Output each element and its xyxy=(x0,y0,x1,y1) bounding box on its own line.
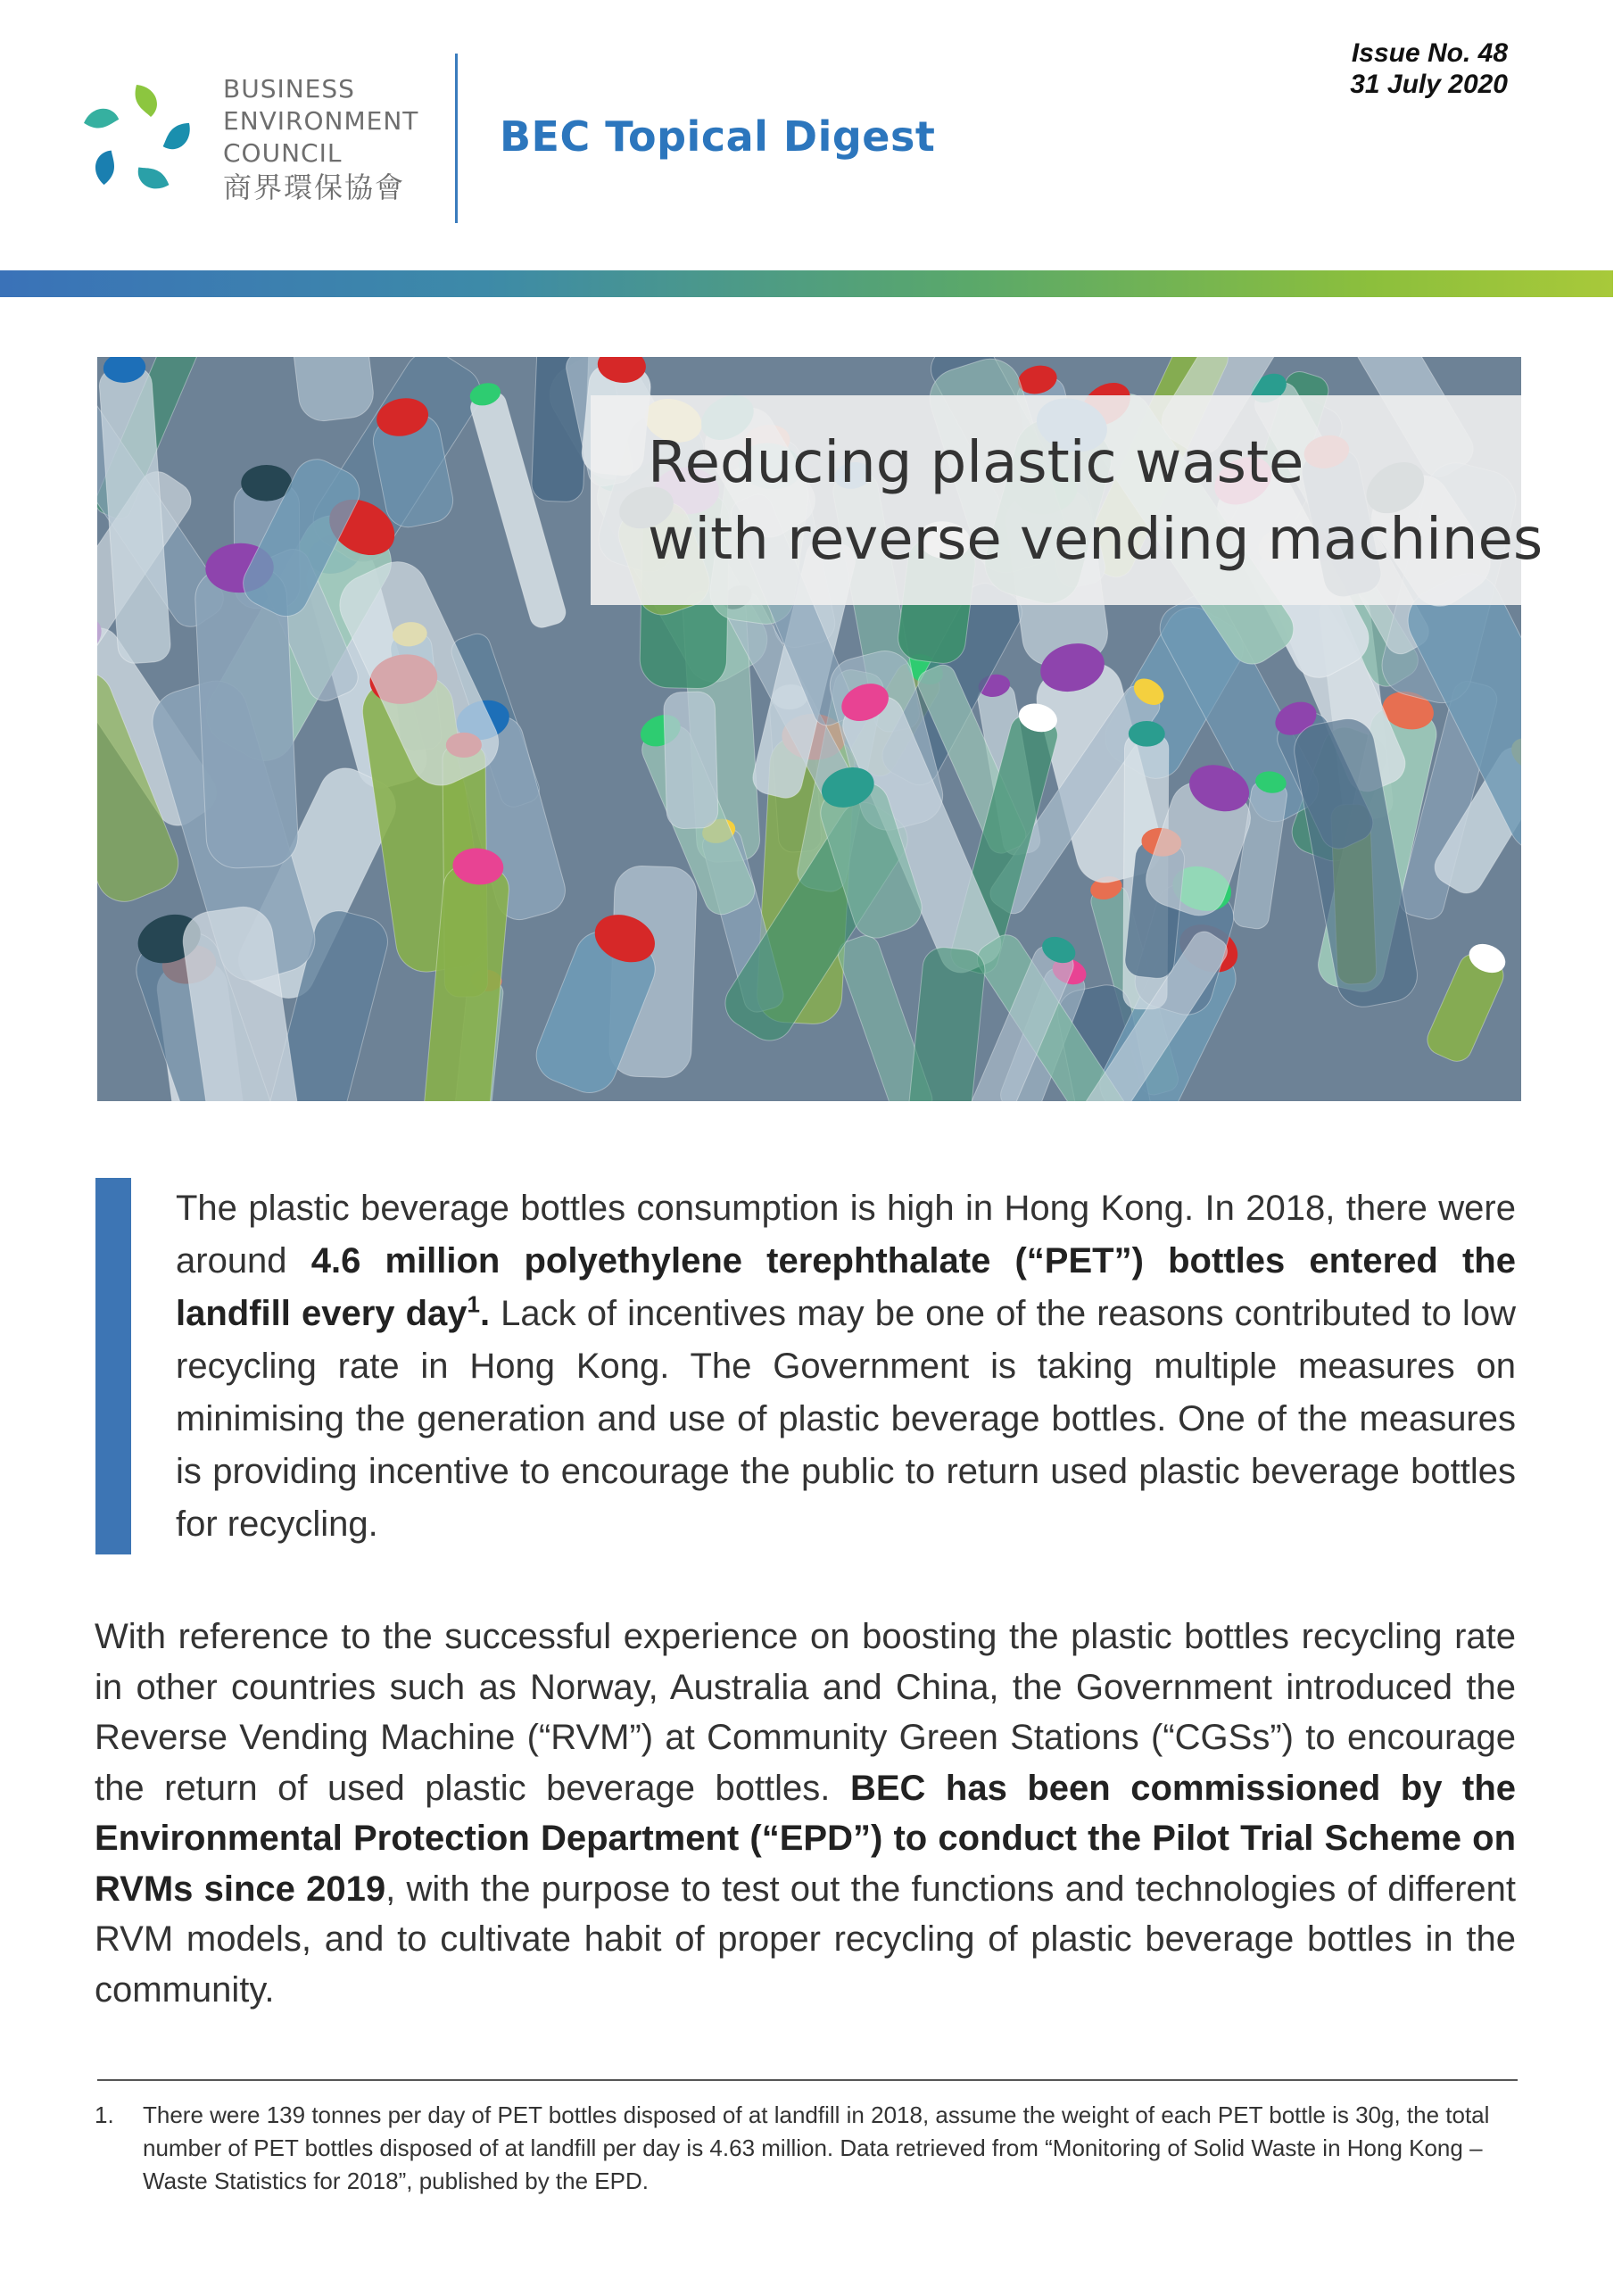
header-divider xyxy=(455,54,458,223)
second-bold-1: BEC has been commissioned by the Environmental Protection Department (“EPD”) to conduct the Pilot Trial Scheme on RVMs since 2019 xyxy=(95,1768,1516,1909)
issue-date: 31 July 2020 xyxy=(1350,70,1508,99)
bottle-shape xyxy=(1422,937,1513,1066)
intro-bold-2: . xyxy=(479,1294,491,1333)
org-name-line-1: BUSINESS xyxy=(223,74,355,104)
second-text-1: With reference to the successful experience on boosting the plastic bottles recycling rate in other countries such as Norway, Australia and China, the Government introduced the Reverse Vending Machine (“RVM”) at Community Green Stations (“CGSs”) to encourage the return of used plastic beverage bottles. xyxy=(95,1617,1516,1808)
quote-bar xyxy=(95,1178,131,1554)
hero-title-line-1: Reducing plastic waste xyxy=(648,430,1304,496)
intro-text-1: The plastic beverage bottles consumption is high in Hong Kong. In 2018, there were around xyxy=(176,1189,1516,1281)
issue-info xyxy=(1350,37,1508,100)
footnote-text: There were 139 tonnes per day of PET bottles disposed of at landfill in 2018, assume the weight of each PET bottle is 30g, the total number of PET bottles disposed of at landfill per day is 4.63 million. Data retrieved from “Monitoring of Solid Waste in Hong Kong – Waste Statistics for 2018”, published by the EPD. xyxy=(143,2101,1490,2194)
issue-number: Issue No. 48 xyxy=(1351,38,1508,68)
digest-title: BEC Topical Digest xyxy=(500,112,936,161)
intro-text-2: Lack of incentives may be one of the reasons contributed to low recycling rate in Hong Kong. The Government is taking multiple measures on minimising the generation and use of plastic beverage bottles. One of the measures is providing incentive to encourage the public to return used plastic beverage bottles for recycling. xyxy=(176,1294,1517,1544)
org-name-line-2: ENVIRONMENT xyxy=(223,106,419,136)
org-name xyxy=(223,73,418,203)
bec-logo-mark-icon xyxy=(61,73,212,207)
bottle-shape xyxy=(285,357,376,424)
hero-title-line-2: with reverse vending machines xyxy=(648,507,1543,573)
footnote-number: 1. xyxy=(95,2101,114,2128)
second-paragraph xyxy=(95,1612,1516,2015)
bottle-shape xyxy=(663,692,718,829)
footnote-ref: 1 xyxy=(467,1290,480,1318)
intro-paragraph xyxy=(176,1182,1516,1551)
footnote xyxy=(95,2099,1520,2198)
footnote-rule xyxy=(97,2079,1518,2081)
org-name-line-3: COUNCIL xyxy=(223,138,343,168)
second-text-2: , with the purpose to test out the functions and technologies of different RVM models, and to cultivate habit of proper recycling of plastic beverage bottles in the community. xyxy=(95,1869,1517,2010)
org-name-chinese: 商界環保協會 xyxy=(223,170,406,204)
header-gradient-bar xyxy=(0,270,1613,297)
intro-bold-1: 4.6 million polyethylene terephthalate (“PET”) bottles entered the landfill every day xyxy=(176,1241,1516,1333)
hero-title xyxy=(648,425,1543,578)
